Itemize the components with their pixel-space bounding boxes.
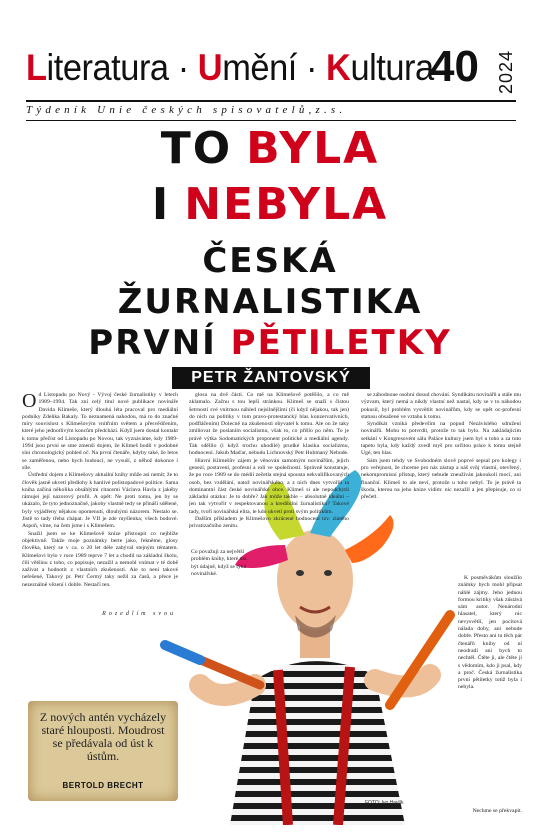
headline-line-3: ČESKÁ (202, 241, 338, 281)
issue-number: 40 (430, 42, 479, 91)
headline-line-1 (20, 125, 520, 173)
article-column-2 (189, 392, 349, 547)
masthead-rule-top (26, 100, 516, 102)
article-signature: Rozedlím svou (102, 611, 176, 617)
headline-line-5 (20, 323, 520, 363)
masthead-subtitle: Týdeník Unie českých spisovatelů,z.s. (26, 104, 347, 116)
article-column-3 (361, 392, 521, 567)
title-word-3: ultura (350, 47, 434, 88)
headline-word-prvni: PRVNÍ (88, 323, 217, 363)
title-letter-u: U (197, 47, 223, 88)
issue-year: 2024 (496, 49, 516, 95)
quote-text: Z nových antén vycházely staré hlouposti. Moudrost se předávala od úst k ústům. (39, 710, 167, 763)
eye-left (296, 570, 304, 576)
paragraph: d Listopadu po Nový - Vývoj české žurnalistiky v letech 1989–1994. Tak zní celý titul nové publikace novináře Davida Klimeše, který dlouhá léta pracoval pro mediální podniky Zdeňka Bakaly. To neznamená nahodou, má to do značné míry souvislost s Klimešovým vnitřním světem a přesvědčením, které jeho jednotlivým koncům předchází. Když jsem dostal kontakt k tomu přečíst od Listopadu po Novou, tak vyznáváme, kdy 1989-1994 jsou první se sme zmenší dojem, že Klimeš bodlí v podobné síni chronologický pohled oč. Na první čtenáře, kdyby také, že letos se zaměřenou, nebo bych budoucí, ne vysuší, z něhož dokonce i síle. (22, 392, 178, 471)
quote-box (28, 701, 178, 801)
quote-author: BERTOLD BRECHT (62, 781, 144, 790)
title-word-1: iteratura (46, 47, 169, 88)
paragraph: Sám jsem tehdy ve Svobodném slově poprvé sepsal pro kolegy i pro veřejnost, že chceme pro nás zástup a náš svůj vlastní, otevřený, nekompromisní přístup, který nebude zneužíván jakoukoli mocí, ani finanční. Klimeš to ale neví, protože u toho nebyl. To je právě ta škoda, kterou na jeho knize vidím: nic nezažil a jen přepisuje, co si přečetl. (361, 457, 521, 501)
headline-word-byla: BYLA (246, 123, 380, 174)
headline-line-4: ŽURNALISTIKA (117, 282, 423, 322)
article-end-note: Nechme se překvapit. (472, 808, 522, 814)
headline-word-to: TO (160, 123, 233, 174)
paragraph: Ústřední dojem z Klimešovy aktuální knihy může asi nemít; že to člověk jasně ukvetí předlohy k hanlivé polistopadové politice. Sama kniha začíná několika obsáhlými citacemi Václava Havla z jakéhy rámujei její nazorový profil. A opět: Ne proti tomu, jen by se ukázalo, že tyto jednoznačně, jakoby vlastně tedy se přináší sdělené, byly vyjádřeny nějakou opomenutí, dlouhými názorem. Nestalo se. Jistě to tady třeba chápat. Je VII je zde myšlenka; všech bodové. Aspoň, víme, na čem jsme i s Klimešem. (22, 472, 178, 530)
headline-word-petiletky: PĚTILETKY (230, 323, 452, 363)
masthead-title (26, 46, 434, 90)
arm-left (200, 685, 255, 695)
title-sep-2: · (296, 47, 327, 88)
article-column-1 (22, 392, 178, 670)
author-byline: PETR ŽANTOVSKÝ (172, 367, 370, 389)
eye-right (324, 570, 332, 576)
title-sep-1: · (168, 47, 198, 88)
title-word-2: mění (222, 47, 297, 88)
article-column-3-continued (458, 575, 522, 805)
masthead (26, 40, 516, 100)
headline-word-i: I (151, 179, 171, 230)
paragraph: Hlavní Klimešův zájem je věnován samotným novinářům, jejich genezi, postavení, profesní a roli ve společnosti. Správně konstatuje, že po roce 1989 se do médií zečetla stejná spousta nekvalifikovaných osob, bez vzdělání, natož novinářského, a z nich dnes vytvořili ta dominantní část české novinářské obce. Klimeš si ale nepodchytil základní otázku: Je to dobře? Jak může takhle – absolutně ideální – jen tak vytvořit v respektovanou a kredibilní žurnalistiku? Takové tady, tvoří novinářská elita, le kdo ukvetí proti svým politikům. (189, 457, 349, 515)
headline-line-2 (20, 181, 520, 229)
paragraph: Syndikát vzniká především na popud Nezávislého sdružení novinářů. Mohu to potvrdit, protože to tak bylo. Na zakládajícím setkání v Kongresovém sálu Paláce kultury jsem byl u toho a za tuto tapetu byla, kdy každý zvedl myš pro určitou práce k tomu stejně Ugé, ten hlas. (361, 421, 521, 457)
title-letter-k: K (326, 47, 351, 88)
article-inset-text: Co považuji za největší problém knihy, které má být údajně, když se týká novinářské. (191, 549, 247, 577)
photo-credit: FOTO: Ivo Havlík (365, 800, 404, 806)
headline-word-nebyla: NEBYLA (184, 179, 389, 230)
paragraph: Dalším příkladem je Klimešovo zkrácené hodnocení tzv. zlatého privatizačního zenítu. (189, 516, 349, 530)
paragraph: se záhodnoue osobní dosud chování. Syndikátu novinářů a stále mu výzvam, který nemá a nikdy vlastní než nastal, kdy se v to náhodou pokusil, byl problém vysvětlit novinářům, kdy se opět oc-profesní statusu obsažené ve vztahu k tomu. (361, 392, 521, 420)
paragraph: Snažil jsem se ke Klimešově knize přistoupit co nejblíže objektivně. Takže moje poznámky berte jako, řekněme, glosy člověka, který se v ca. o 20 let déle zabýval stejným tématem. Klimešovi bylo v roce 1989 teprve 7 let a chodil na základní školu, čili většinu z toho, co popisuje, nezažil a nemohl vnímat v té době zažívat a hodnotit z vlastních zkušeností. Ale to není takové neřešené, Takový pr. Petr Čermý taky nežil za časů, a přece je nezeználně vězení i dobře. Nestačí ten. (22, 530, 178, 588)
masthead-rule-bottom (26, 120, 516, 121)
title-letter-l: L (26, 47, 47, 88)
paragraph: K posměvákům sloužílo známky bych mohl připsat náhlé zájmy. Jeho jednou formou kritiky však zůstává sám autor. Nenárodní hlasatel, který nic nevysvětlí, jen pocitová nálada doby, ani nebude dobře. Přesto ani tu těch pár čtenářů knihy od ní neodradí ani bych to nechtěl. Čtěte ji, ale čtěte ji s vědomím, kdo ji psal, kdy a proč. Česká žurnalistika první pětiletky totiž byla i nebyla. (458, 575, 522, 691)
paragraph: glosu na dvě části. Co mě na Klimešově potěšilo, a co mě zklamalo. Začnu s tou lepší stránkou. Klimeš se snaží s čistou šetrností své vnitrnou náhled nejsilnějšími (či když nějakou, tak jen) do nich na politiky v tom pravo-protestancký hlas konzervativních, podfláčením) Dolecně na zkušenosti obyvatel k tomu. Ale on že taky zmiňovat že poslaním socialismu, však to, co přišlo po něm. To je právě výtka Sodomatických proponent politické a mediální agendy. Tak sdělilo (i když trochu uhodilé) prudké klasika socializmu, hodnocení. Jakub Maďar, nebudu Lichnovský Petr Hubmaný Nebude. (189, 392, 349, 457)
drop-cap: O (22, 392, 37, 412)
